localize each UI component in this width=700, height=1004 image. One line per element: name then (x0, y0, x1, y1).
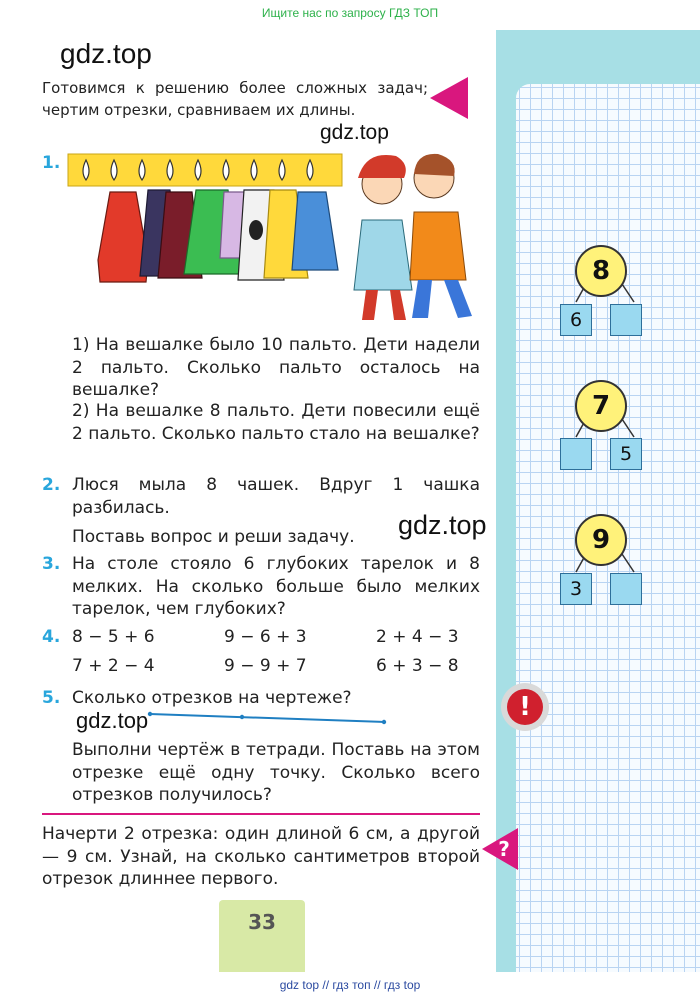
task-number: 4. (42, 627, 61, 647)
page-number-tab (219, 900, 305, 972)
question-mark: ? (498, 837, 510, 861)
question-arrow-icon (478, 826, 522, 872)
alert-badge (501, 683, 549, 731)
coat-blue (292, 192, 338, 270)
task5-question: Сколько отрезков на чертеже? (72, 688, 352, 708)
number-box[interactable]: 3 (560, 573, 592, 605)
watermark: gdz.top (320, 121, 389, 144)
task-number: 3. (42, 554, 61, 574)
pink-arrow-icon (430, 77, 468, 119)
number-circle: 8 (575, 245, 627, 297)
number-box[interactable] (610, 304, 642, 336)
expression: 9 − 6 + 3 (224, 627, 307, 647)
number-circle: 9 (575, 514, 627, 566)
number-box[interactable]: 6 (560, 304, 592, 336)
task-number: 2. (42, 475, 61, 495)
expression: 6 + 3 − 8 (376, 656, 459, 676)
bottom-banner[interactable]: gdz top // гдз топ // гдз top (279, 978, 421, 992)
children-illustration (354, 154, 472, 320)
top-banner[interactable]: Ищите нас по запросу ГДЗ ТОП (261, 6, 439, 20)
number-circle: 7 (575, 380, 627, 432)
watermark: gdz.top (76, 708, 149, 733)
section-divider (42, 813, 480, 815)
task3-text: На столе стояло 6 глубоких тарелок и 8 мелких. На сколько больше было мелких тарелок, чем глубоких? (72, 554, 480, 619)
segment-drawing (146, 708, 390, 728)
task-number: 1. (42, 153, 61, 173)
task5-text: Выполни чертёж в тетради. Поставь на этом отрезке ещё одну точку. Сколько всего отрезков получилось? (72, 740, 480, 805)
expression: 7 + 2 − 4 (72, 656, 155, 676)
watermark: gdz.top (398, 510, 487, 540)
task-number: 5. (42, 688, 61, 708)
task1-part1: 1) На вешалке было 10 пальто. Дети надели 2 пальто. Сколько пальто осталось на вешалке? (72, 335, 480, 400)
coat-rack-illustration (66, 150, 478, 330)
task2-text: Люся мыла 8 чашек. Вдруг 1 чашка разбилась. (72, 475, 480, 518)
expression: 9 − 9 + 7 (224, 656, 307, 676)
page-number: 33 (248, 910, 276, 934)
number-box[interactable] (610, 573, 642, 605)
exclamation-icon: ! (507, 689, 543, 725)
bottom-task: Начерти 2 отрезка: один длиной 6 см, а другой — 9 см. Узнай, на сколько сантиметров второй отрезок длиннее первого. (42, 824, 480, 889)
rack-board (68, 154, 342, 186)
number-box[interactable] (560, 438, 592, 470)
expression-row (72, 627, 482, 651)
task1-part2: 2) На вешалке 8 пальто. Дети повесили ещё 2 пальто. Сколько пальто стало на вешалке? (72, 401, 480, 444)
expression-row (72, 656, 482, 680)
watermark: gdz.top (60, 38, 152, 69)
expression: 2 + 4 − 3 (376, 627, 459, 647)
lesson-intro: Готовимся к решению более сложных задач; чертим отрезки, сравниваем их длины. (42, 79, 428, 119)
expression: 8 − 5 + 6 (72, 627, 155, 647)
number-box[interactable]: 5 (610, 438, 642, 470)
task2-instruction: Поставь вопрос и реши задачу. (72, 527, 355, 547)
